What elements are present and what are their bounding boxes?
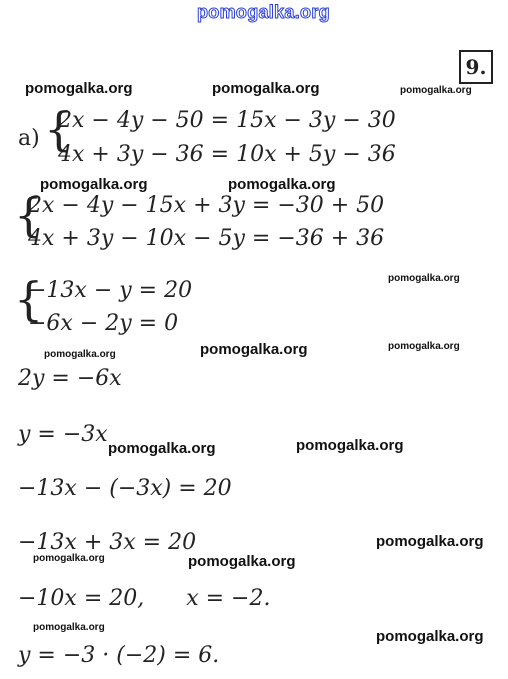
watermark: pomogalka.org (400, 85, 472, 96)
watermark: pomogalka.org (388, 273, 460, 284)
system2-eq2: 4x + 3y − 10x − 5y = −36 + 36 (28, 226, 385, 251)
watermark: pomogalka.org (212, 80, 320, 97)
system1-eq1: 2x − 4y − 50 = 15x − 3y − 30 (58, 108, 396, 133)
watermark: pomogalka.org (44, 349, 116, 360)
watermark: pomogalka.org (296, 437, 404, 454)
system-brace: { (14, 188, 44, 242)
step-line: −13x + 3x = 20 (18, 530, 197, 555)
system1-eq2: 4x + 3y − 36 = 10x + 5y − 36 (58, 142, 396, 167)
watermark: pomogalka.org (388, 341, 460, 352)
watermark: pomogalka.org (40, 176, 148, 193)
task-number: 9. (459, 50, 493, 84)
system2-eq1: 2x − 4y − 15x + 3y = −30 + 50 (28, 193, 385, 218)
step-line: −13x − (−3x) = 20 (18, 476, 232, 501)
system-brace: { (14, 272, 44, 326)
watermark: pomogalka.org (33, 622, 105, 633)
step-line: y = −3 · (−2) = 6. (18, 643, 220, 668)
system3-eq1: −13x − y = 20 (28, 278, 193, 303)
step-line: −10x = 20, x = −2. (18, 586, 271, 611)
watermark: pomogalka.org (108, 440, 216, 457)
watermark-top: pomogalka.org (197, 2, 330, 22)
watermark: pomogalka.org (33, 553, 105, 564)
watermark: pomogalka.org (25, 80, 133, 97)
watermark: pomogalka.org (200, 341, 308, 358)
watermark: pomogalka.org (188, 553, 296, 570)
system-brace: { (44, 102, 74, 156)
system3-eq2: −6x − 2y = 0 (28, 311, 179, 336)
step-line: 2y = −6x (18, 366, 122, 391)
watermark: pomogalka.org (228, 176, 336, 193)
part-label: а) (18, 126, 40, 151)
step-line: y = −3x (18, 422, 108, 447)
watermark: pomogalka.org (376, 533, 484, 550)
watermark: pomogalka.org (376, 628, 484, 645)
